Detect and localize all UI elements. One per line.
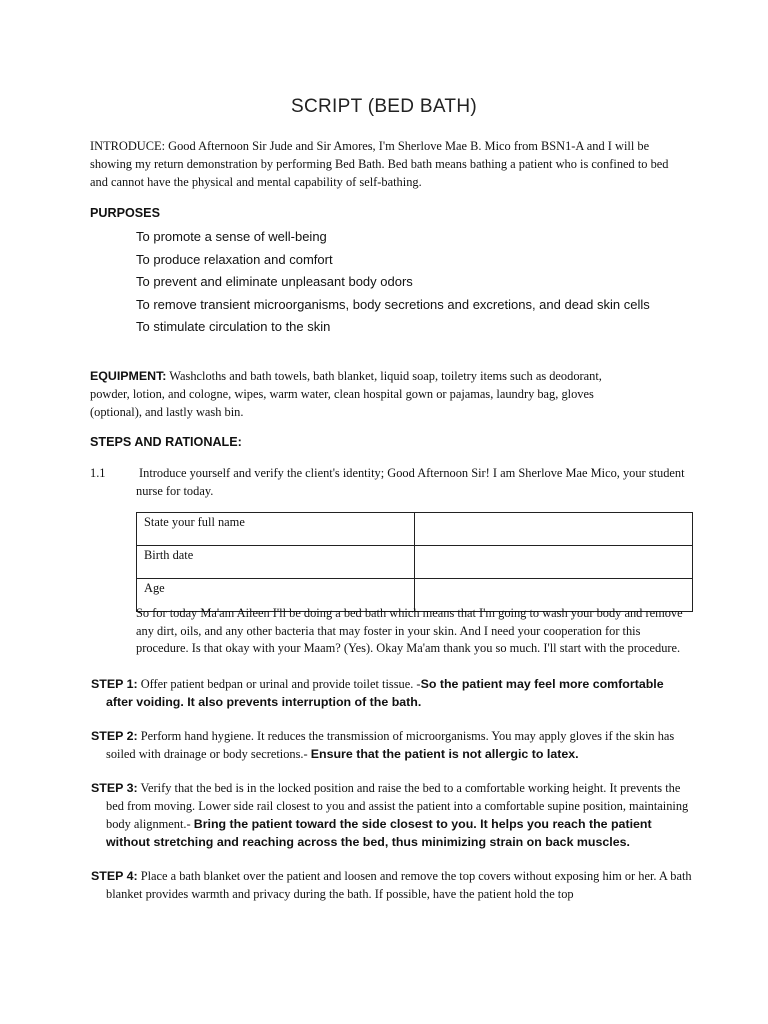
step-2-rationale: Ensure that the patient is not allergic to latex.: [310, 747, 579, 761]
step-3-rationale: Bring the patient toward the side closest to you. It helps you reach the patient without stretching and reaching across the bed, thus minimizing strain on back muscles.: [106, 817, 652, 849]
step-3-paragraph: [91, 779, 694, 851]
list-item: To promote a sense of well-being: [136, 229, 327, 244]
equipment-paragraph: [90, 367, 642, 421]
list-item: To remove transient microorganisms, body secretions and excretions, and dead skin cells: [136, 296, 650, 312]
list-item: To stimulate circulation to the skin: [136, 319, 331, 335]
step-3-text: Verify that the bed is in the locked position and raise the bed to a comfortable working height. It prevents the bed from moving. Lower side rail closest to you and assist the patient into a comfortable supine position, maintaining body alignment.-: [106, 781, 689, 831]
introduce-text: Good Afternoon Sir Jude and Sir Amores, I'm Sherlove Mae B. Mico from BSN1-A and I will be showing my return demonstration by performing Bed Bath. Bed bath means bathing a patient who is confined to bed and cannot have the physical and mental capability of self-bathing.: [90, 139, 669, 189]
introduce-paragraph: [90, 137, 682, 191]
step-1-label: STEP 1:: [91, 677, 138, 691]
step-4-text: Place a bath blanket over the patient and loosen and remove the top covers without exposing him or her. A bath blanket provides warmth and privacy during the bath. If possible, have the patient hold the top: [106, 869, 692, 901]
table-cell: Age: [137, 579, 415, 612]
purposes-list: [136, 226, 650, 339]
page-title: SCRIPT (BED BATH): [291, 96, 477, 117]
step-2-label: STEP 2:: [91, 729, 138, 743]
table-cell: Birth date: [137, 546, 415, 579]
step-2-text: Perform hand hygiene. It reduces the transmission of microorganisms. You may apply gloves if the skin has soiled with drainage or body secretions.-: [106, 729, 675, 761]
table-row: [137, 513, 693, 546]
list-item: To prevent and eliminate unpleasant body odors: [136, 274, 413, 290]
after-table-paragraph: So for today Ma'am Aileen I'll be doing a bed bath which means that I'm going to wash your body and remove any dirt, oils, and any other bacteria that may foster in your skin. And I need your cooperation for this procedure. Is that okay with your Maam? (Yes). Okay Ma'am thank you so much. I'll start with the procedure.: [136, 606, 683, 655]
table-cell-input: [415, 546, 693, 579]
introduce-label: INTRODUCE:: [90, 139, 166, 153]
step-1-text: Offer patient bedpan or urinal and provide toilet tissue. -: [137, 677, 421, 691]
step-1-1-text: Introduce yourself and verify the client's identity; Good Afternoon Sir! I am Sherlove Mae Mico, your student nurse for today.: [136, 466, 685, 498]
step-4-paragraph: [91, 867, 694, 903]
step-2-paragraph: [91, 727, 689, 763]
steps-heading: STEPS AND RATIONALE:: [90, 435, 242, 449]
equipment-label: EQUIPMENT:: [90, 369, 167, 383]
step-1-paragraph: [91, 675, 689, 711]
identity-table: [136, 512, 693, 612]
step-1-rationale: So the patient may feel more comfortable after voiding. It also prevents interruption of the bath.: [106, 677, 664, 709]
step-4-label: STEP 4:: [91, 869, 138, 883]
step-1-1-number: 1.1: [90, 466, 106, 480]
table-row: [137, 546, 693, 579]
equipment-text: Washcloths and bath towels, bath blanket, liquid soap, toiletry items such as deodorant, powder, lotion, and cologne, wipes, warm water, clean hospital gown or pajamas, laundry bag, gloves (optional), and lastly wash bin.: [90, 369, 602, 419]
table-cell-input: [415, 513, 693, 546]
step-3-label: STEP 3:: [91, 781, 138, 795]
list-item: To produce relaxation and comfort: [136, 251, 333, 267]
table-cell: State your full name: [137, 513, 415, 546]
purposes-heading: PURPOSES: [90, 206, 160, 220]
